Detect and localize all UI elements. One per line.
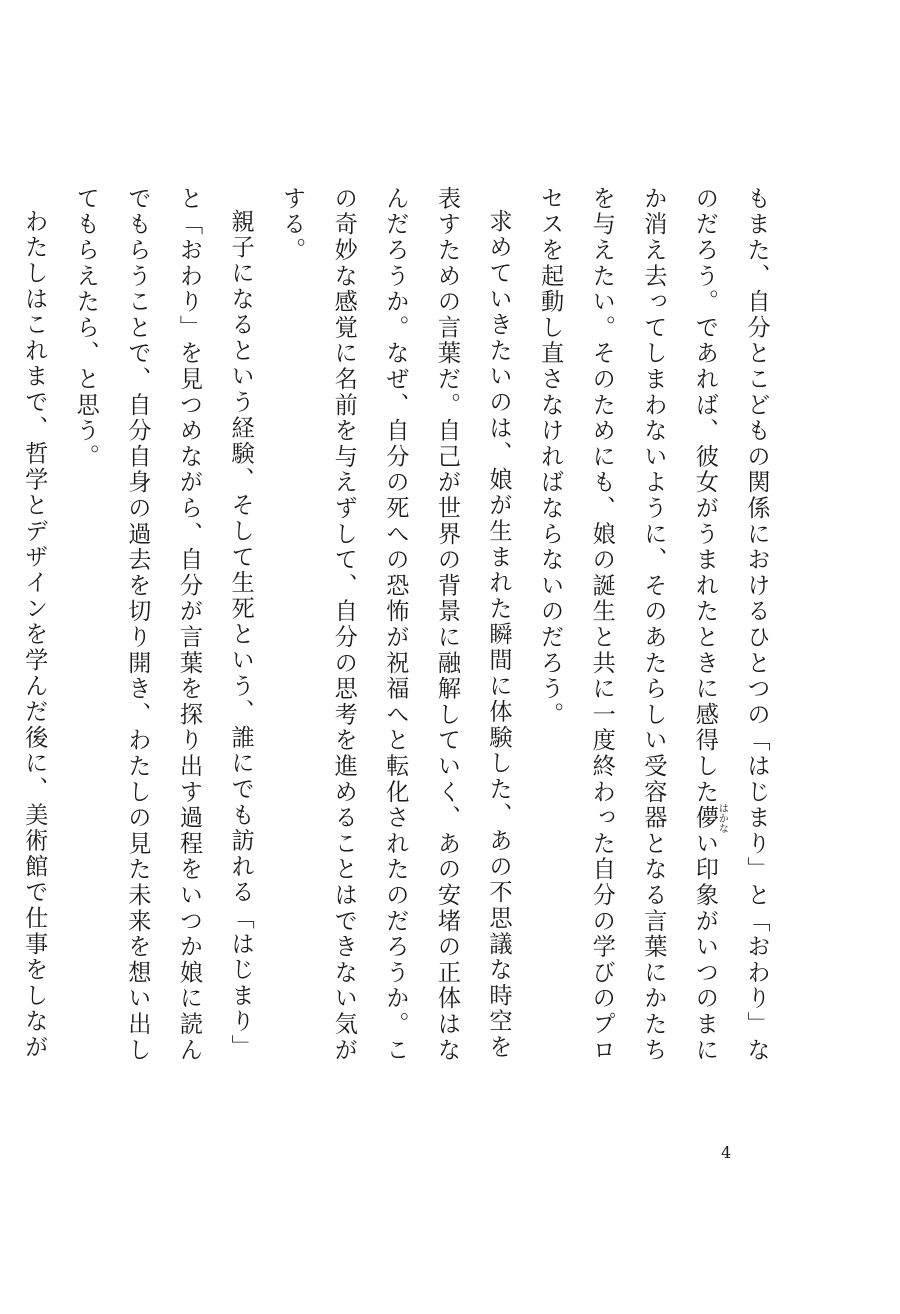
ruby-base: 儚 [691,803,719,834]
paragraph-1-before: もまた、自分とこどもの関係におけるひとつの「はじまり」と「おわり」なのだろう。であれば、彼女がうまれたときに感得した [691,186,770,1064]
paragraph-4: わたしはこれまで、哲学とデザインを学んだ後に、美術館で仕事をしなが [20,209,48,1061]
paragraph-1-after: い印象がいつのまにか消え去ってしまわないように、そのあたらしい受容器となる言葉にかたちを与えたい。そのためにも、娘の誕生と共に一度終わった自分の学びのプロセスを起動し直さなければならないのだろう。 [536,186,719,1064]
paragraph-3: 親子になるという経験、そして生死という、誰にでも訪れる「はじまり」と「おわり」を見つめながら、自分が言葉を探り出す過程をいつか娘に読んでもらうことで、自分自身の過去を切り開き、わたしの見た未来を想い出してもらえたら、と思う。 [72,186,255,1064]
page-number: 4 [721,1143,732,1162]
paragraph-2: 求めていきたいのは、娘が生まれた瞬間に体験した、あの不思議な時空を表すための言葉だ。自己が世界の背景に融解していく、あの安堵の正体はなんだろうか。なぜ、自分の死への恐怖が祝福へと転化されたのだろうか。この奇妙な感覚に名前を与えずして、自分の思考を進めることはできない気がする。 [278,186,513,1064]
ruby-reading: はかな [716,803,728,834]
paragraph-1 [524,186,782,1086]
body-text [20,186,782,1086]
ruby-hakana [691,803,728,834]
